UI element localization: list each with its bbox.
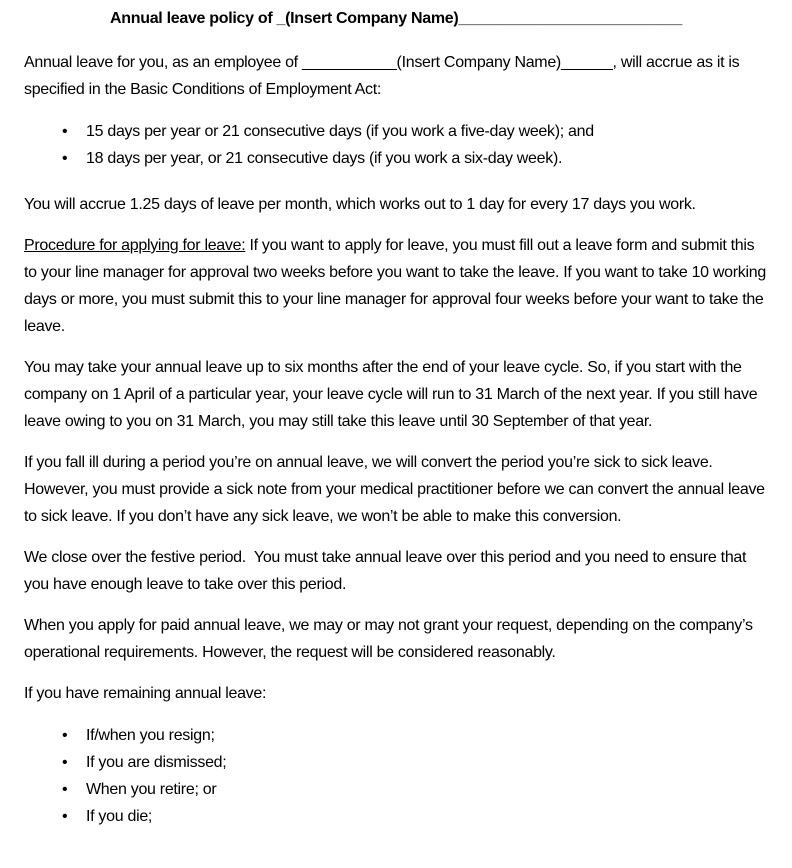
- paragraph-text: If you have remaining annual leave:: [24, 685, 267, 702]
- bullet-item-text: If you are dismissed;: [86, 754, 227, 771]
- bullet-item-text: 15 days per year or 21 consecutive days (if you work a five-day week); and: [86, 123, 594, 140]
- bullet-item-text: When you retire; or: [86, 781, 217, 798]
- paragraph-text: When you apply for paid annual leave, we may or may not grant your request, depending on the company’s operational requirements. However, the request will be considered reasonably.: [24, 617, 753, 661]
- bullet-icon: •: [62, 808, 68, 825]
- bullet-icon: •: [62, 727, 68, 744]
- bullet-icon: •: [62, 123, 68, 140]
- bullet-list: [24, 118, 768, 172]
- paragraph: [24, 449, 768, 530]
- bullet-item-text: If/when you resign;: [86, 727, 215, 744]
- bullet-icon: •: [62, 150, 68, 167]
- bullet-item: [24, 118, 768, 145]
- bullet-item: [24, 722, 768, 749]
- paragraph: [24, 680, 768, 707]
- paragraph-text: If you fall ill during a period you’re on annual leave, we will convert the period you’re sick to sick leave. However, you must provide a sick note from your medical practitioner before we can convert the annual leave to sick leave. If you don’t have any sick leave, we won’t be able to make this conversion.: [24, 454, 765, 525]
- bullet-icon: •: [62, 781, 68, 798]
- paragraph: [24, 612, 768, 666]
- document-title: Annual leave policy of _(Insert Company Name)__________________________: [110, 10, 682, 27]
- bullet-item: [24, 145, 768, 172]
- paragraph-text: You may take your annual leave up to six months after the end of your leave cycle. So, if you start with the company on 1 April of a particular year, your leave cycle will run to 31 March of the next year. If you still have leave owing to you on 31 March, you may still take this leave until 30 September of that year.: [24, 359, 758, 430]
- bullet-icon: •: [62, 754, 68, 771]
- paragraph: [24, 354, 768, 435]
- bullet-item: [24, 749, 768, 776]
- paragraph: [24, 232, 768, 340]
- paragraph: [24, 49, 768, 103]
- bullet-item-text: If you die;: [86, 808, 153, 825]
- paragraph: [24, 544, 768, 598]
- paragraph-text: You will accrue 1.25 days of leave per month, which works out to 1 day for every 17 days you work.: [24, 196, 696, 213]
- bullet-list: [24, 722, 768, 830]
- paragraph-text: We close over the festive period. You must take annual leave over this period and you need to ensure that you have enough leave to take over this period.: [24, 549, 747, 593]
- paragraph-text: Annual leave for you, as an employee of ___________(Insert Company Name)______, will accrue as it is specified in the Basic Conditions of Employment Act:: [24, 54, 740, 98]
- paragraph: [24, 191, 768, 218]
- document-body: [24, 49, 768, 830]
- bullet-item: [24, 803, 768, 830]
- bullet-item: [24, 776, 768, 803]
- paragraph-text: If you want to apply for leave, you must fill out a leave form and submit this to your line manager for approval two weeks before you want to take the leave. If you want to take 10 working days or more, you must submit this to your line manager for approval four weeks before your want to take the leave.: [24, 237, 766, 335]
- bullet-item-text: 18 days per year, or 21 consecutive days (if you work a six-day week).: [86, 150, 563, 167]
- paragraph-lead-underlined: Procedure for applying for leave:: [24, 237, 246, 254]
